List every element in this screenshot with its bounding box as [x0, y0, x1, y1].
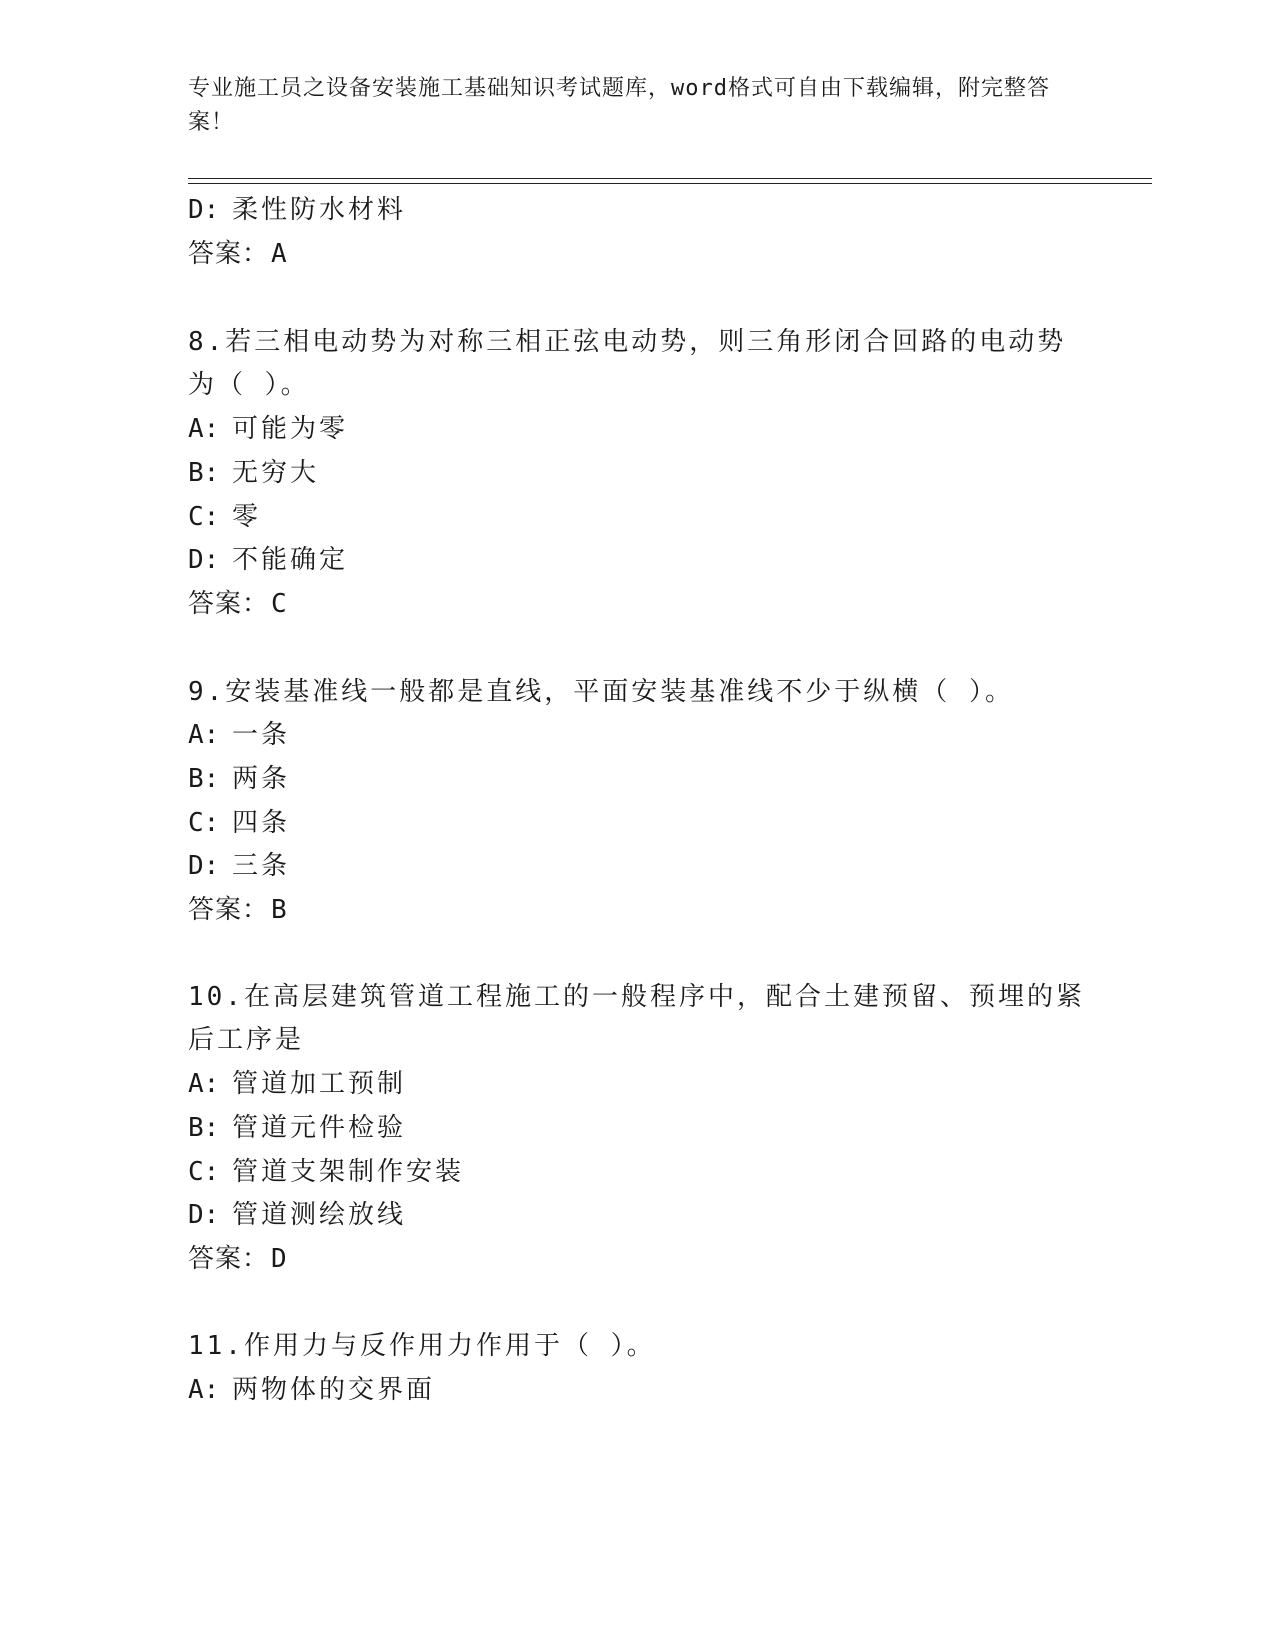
option-key: D: [188, 195, 220, 225]
option-key: A: [188, 720, 220, 750]
option-key: D: [188, 1200, 220, 1230]
option-text: 管道加工预制 [232, 1069, 407, 1099]
option-line [188, 500, 261, 534]
option-text: 三条 [232, 851, 291, 881]
header-divider-top [188, 178, 1152, 179]
answer-line [188, 237, 288, 271]
option-key: C: [188, 502, 220, 532]
answer-label: 答案： [188, 1244, 270, 1274]
option-line [188, 1373, 435, 1407]
answer-value: C [271, 589, 288, 619]
answer-line [188, 587, 288, 621]
question-stem: 10.在高层建筑管道工程施工的一般程序中，配合土建预留、预埋的紧 [188, 982, 1085, 1012]
answer-label: 答案： [188, 589, 270, 619]
answer-value: D [271, 1244, 288, 1274]
option-line [188, 543, 348, 577]
option-key: C: [188, 808, 220, 838]
question-stem-continued: 后工序是 [188, 1025, 305, 1055]
option-key: D: [188, 851, 220, 881]
page-header: 专业施工员之设备安装施工基础知识考试题库，word格式可自由下载编辑，附完整答案！ [188, 76, 1050, 135]
option-key: C: [188, 1157, 220, 1187]
option-line [188, 412, 348, 446]
option-text: 管道元件检验 [232, 1113, 407, 1143]
option-line [188, 1067, 406, 1101]
option-line [188, 1155, 464, 1189]
option-key: A: [188, 414, 220, 444]
option-text: 四条 [232, 808, 291, 838]
option-key: B: [188, 764, 220, 794]
answer-label: 答案： [188, 895, 270, 925]
option-text: 无穷大 [232, 458, 320, 488]
option-line [188, 718, 290, 752]
option-line [188, 806, 290, 840]
answer-label: 答案： [188, 239, 270, 269]
option-line [188, 193, 406, 227]
option-key: D: [188, 545, 220, 575]
answer-line [188, 1242, 288, 1276]
option-text: 可能为零 [232, 414, 349, 444]
option-text: 不能确定 [232, 545, 349, 575]
question-stem: 11.作用力与反作用力作用于（ ）。 [188, 1331, 656, 1361]
option-text: 一条 [232, 720, 291, 750]
option-key: B: [188, 458, 220, 488]
option-text: 管道支架制作安装 [232, 1157, 465, 1187]
header-divider-bottom [188, 183, 1152, 184]
option-text: 零 [232, 502, 262, 532]
option-key: A: [188, 1069, 220, 1099]
answer-value: B [271, 895, 288, 925]
option-line [188, 849, 290, 883]
option-line [188, 1198, 406, 1232]
option-text: 两条 [232, 764, 291, 794]
question-stem: 8.若三相电动势为对称三相正弦电动势，则三角形闭合回路的电动势 [188, 327, 1067, 357]
option-line [188, 456, 319, 490]
option-text: 管道测绘放线 [232, 1200, 407, 1230]
option-text: 两物体的交界面 [232, 1375, 436, 1405]
question-stem: 9.安装基准线一般都是直线，平面安装基准线不少于纵横（ ）。 [188, 677, 1014, 707]
option-text: 柔性防水材料 [232, 195, 407, 225]
option-key: B: [188, 1113, 220, 1143]
answer-line [188, 893, 288, 927]
option-key: A: [188, 1375, 220, 1405]
option-line [188, 762, 290, 796]
answer-value: A [271, 239, 288, 269]
question-stem-continued: 为（ ）。 [188, 370, 310, 400]
option-line [188, 1111, 406, 1145]
